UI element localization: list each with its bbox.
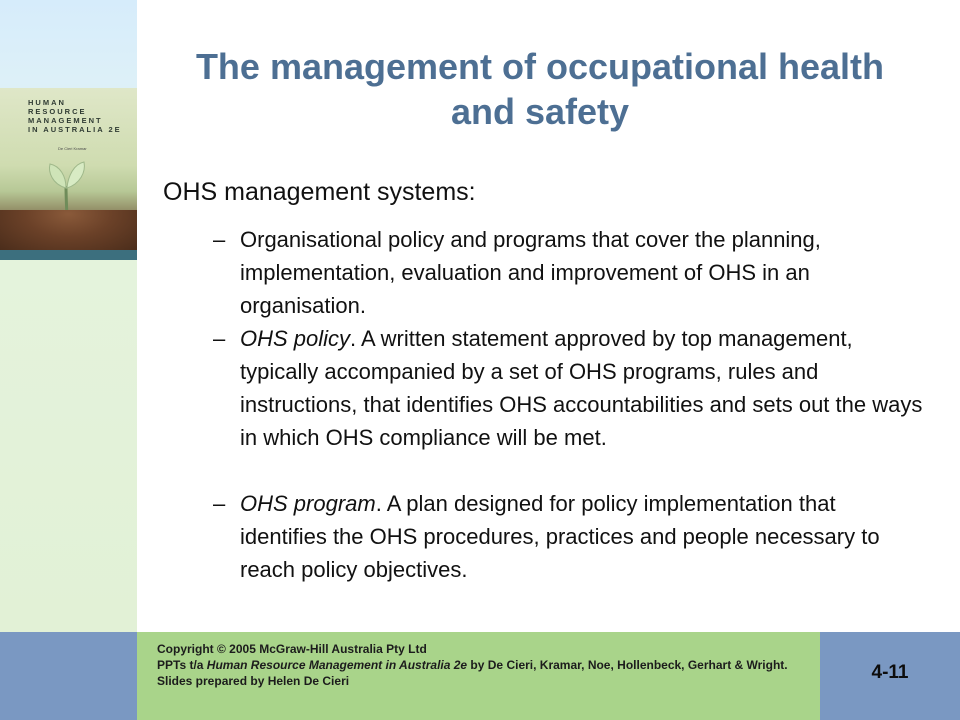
book-cover-base-band xyxy=(0,250,137,260)
bullet-text-body: . A written statement approved by top management, typically accompanied by a set of OHS programs, rules and instructions, that identifies OHS accountabilities and sets out the ways in which OHS compliance will be met. xyxy=(240,326,923,450)
footer-book-title: Human Resource Management in Australia 2e xyxy=(206,658,468,672)
section-heading: OHS management systems: xyxy=(163,178,476,206)
footer-bar xyxy=(137,632,820,720)
footer-ppts-prefix: PPTs t/a xyxy=(157,658,207,672)
bullet-dash: – xyxy=(213,227,226,252)
bullet-dash: – xyxy=(213,491,226,516)
bullet-text xyxy=(240,487,923,586)
footer-credits xyxy=(157,641,817,689)
footer-ppts-suffix: by De Cieri, Kramar, Noe, Hollenbeck, Gerhart & Wright. xyxy=(467,658,788,672)
book-cover-soil xyxy=(0,210,137,250)
bullet-text-body: . A plan designed for policy implementation that identifies the OHS procedures, practices and people necessary to reach policy objectives. xyxy=(240,491,880,582)
bullet-text-body: Organisational policy and programs that cover the planning, implementation, evaluation and improvement of OHS in an organisation. xyxy=(240,227,821,318)
footer-right-block xyxy=(820,632,960,720)
book-cover-title: HUMAN RESOURCE MANAGEMENT IN AUSTRALIA 2E xyxy=(28,98,122,134)
footer-left-block xyxy=(0,632,137,720)
bullet-term: OHS program xyxy=(240,491,376,516)
bullet-term: OHS policy xyxy=(240,326,351,351)
bullet-text xyxy=(240,322,923,454)
footer-ppts-line xyxy=(157,657,817,673)
footer-slides-by: Slides prepared by Helen De Cieri xyxy=(157,674,350,688)
bullet-item xyxy=(213,223,923,322)
bullet-item xyxy=(213,487,923,586)
book-cover-authors: De Cieri Kramar xyxy=(58,146,87,151)
book-cover-image xyxy=(0,88,137,260)
bullet-item xyxy=(213,322,923,454)
bullet-dash: – xyxy=(213,326,226,351)
bullet-text xyxy=(240,223,923,322)
footer-copyright: Copyright © 2005 McGraw-Hill Australia Pty Ltd xyxy=(157,642,427,656)
page-number: 4-11 xyxy=(871,662,909,683)
slide-title: The management of occupational health and safety xyxy=(195,46,885,132)
